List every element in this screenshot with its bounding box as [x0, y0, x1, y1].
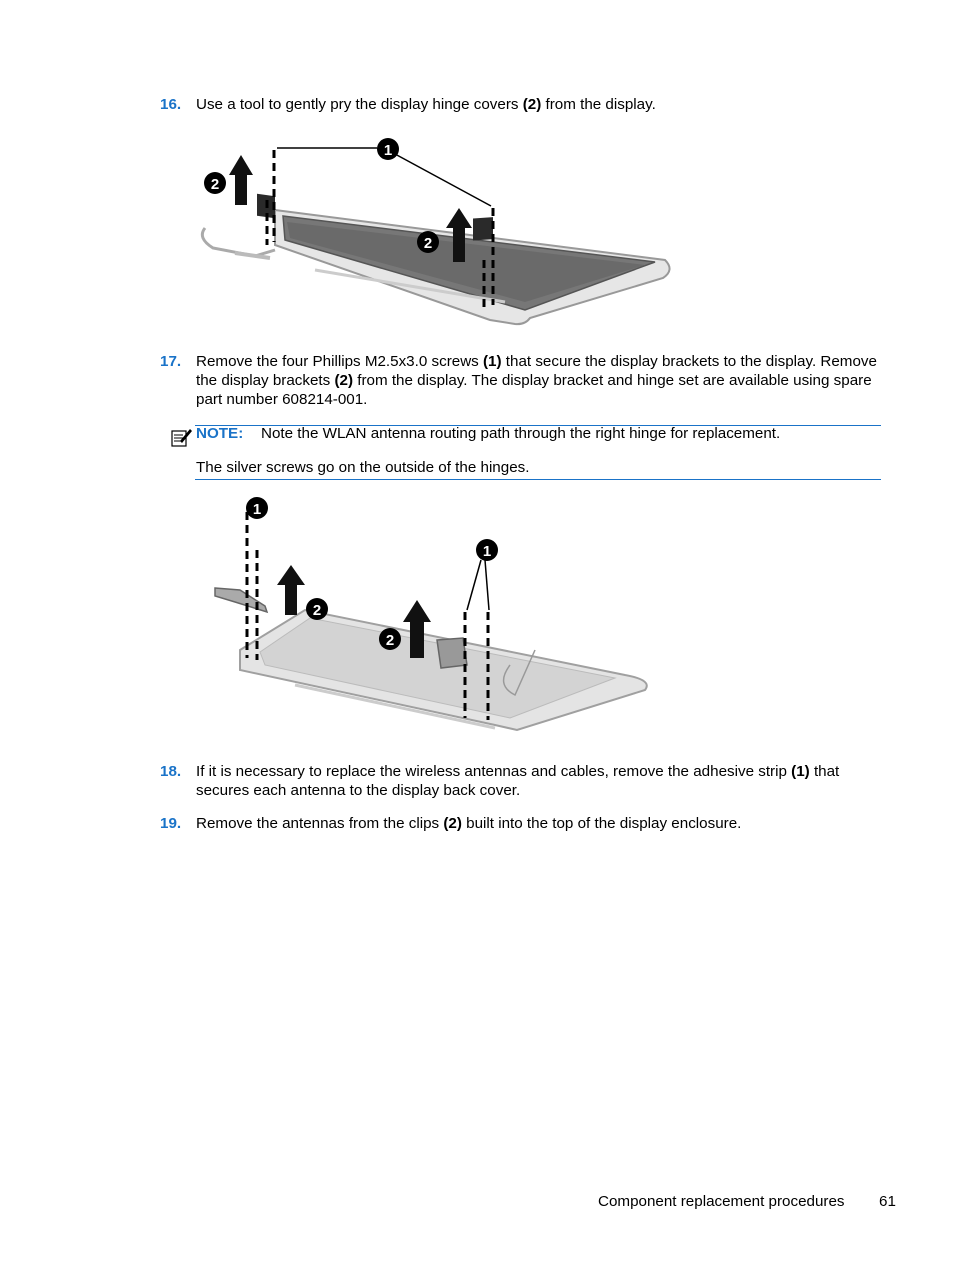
step-text: Use a tool to gently pry the display hinge covers (2) from the display.	[196, 96, 656, 113]
step-text: Remove the four Phillips M2.5x3.0 screws (1) that secure the display brackets to the display. Remove the display brackets (2) from the display. The display bracket and hinge set are available using spare part number 608214-001.	[196, 353, 877, 408]
note-label: NOTE:	[196, 425, 244, 442]
step-17	[160, 352, 890, 409]
callout-1: 1	[252, 501, 262, 518]
step-number: 19.	[160, 815, 182, 832]
display-brackets-illustration	[205, 490, 665, 745]
callout-2: 2	[385, 632, 395, 649]
callout-2: 2	[210, 176, 220, 193]
footer-section-title: Component replacement procedures	[598, 1193, 845, 1210]
step-18	[160, 762, 890, 800]
step-text: If it is necessary to replace the wireless antennas and cables, remove the adhesive strip (1) that secures each antenna to the display back cover.	[196, 763, 840, 799]
page-number: 61	[879, 1193, 896, 1210]
step-number: 16.	[160, 96, 182, 113]
note-icon	[170, 427, 192, 447]
step-19	[160, 814, 890, 833]
callout-1: 1	[482, 543, 492, 560]
note-text: Note the WLAN antenna routing path through the right hinge for replacement.	[261, 425, 781, 442]
hinge-covers-illustration	[195, 130, 685, 335]
note-extra-text: The silver screws go on the outside of the hinges.	[196, 459, 530, 476]
step-number: 17.	[160, 353, 182, 370]
step-16	[160, 95, 890, 114]
callout-2: 2	[423, 235, 433, 252]
step-text: Remove the antennas from the clips (2) built into the top of the display enclosure.	[196, 815, 742, 832]
callout-2: 2	[312, 602, 322, 619]
step-number: 18.	[160, 763, 182, 780]
callout-1: 1	[383, 142, 393, 159]
